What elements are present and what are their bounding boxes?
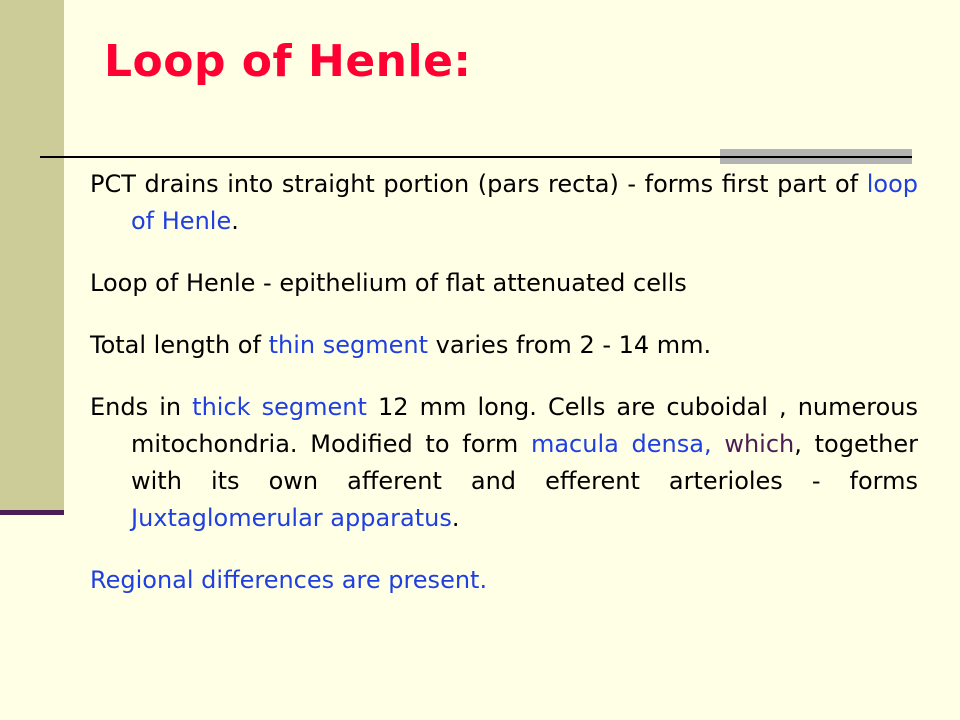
paragraph-epithelium (90, 265, 918, 302)
text-segment: . (231, 207, 239, 235)
text-segment: 12 mm long. Cells are cuboidal , numerous mitochondria. Modified to form (131, 393, 919, 458)
text-segment: PCT drains into straight portion (pars recta) - forms first part of (90, 170, 867, 198)
highlight-which: which (724, 430, 795, 458)
paragraph-pct-drains (90, 166, 918, 240)
text-segment: Total length of (90, 331, 269, 359)
highlight-loop-of-henle: loop of Henle (131, 170, 918, 235)
text-segment: Regional differences are present. (90, 566, 488, 594)
paragraph-thick-segment (90, 389, 918, 537)
slide-content (90, 166, 918, 624)
paragraph-thin-segment (90, 327, 918, 364)
text-segment: varies from 2 - 14 mm. (427, 331, 712, 359)
highlight-macula-densa: macula densa, (530, 430, 725, 458)
left-accent-line (0, 510, 64, 515)
paragraph-regional-differences (90, 562, 918, 599)
highlight-thin-segment: thin segment (268, 331, 428, 359)
title-rule-line (40, 156, 912, 158)
slide-title: Loop of Henle: (104, 36, 472, 87)
text-segment: Loop of Henle - epithelium of flat attenuated cells (90, 269, 687, 297)
highlight-juxtaglomerular-apparatus: Juxtaglomerular apparatus (131, 504, 452, 532)
text-segment: , together with its own afferent and efferent arterioles - forms (131, 430, 918, 495)
text-segment: . (451, 504, 460, 532)
left-decorative-bar (0, 0, 64, 512)
highlight-thick-segment: thick segment (192, 393, 367, 421)
text-segment: Ends in (90, 393, 193, 421)
